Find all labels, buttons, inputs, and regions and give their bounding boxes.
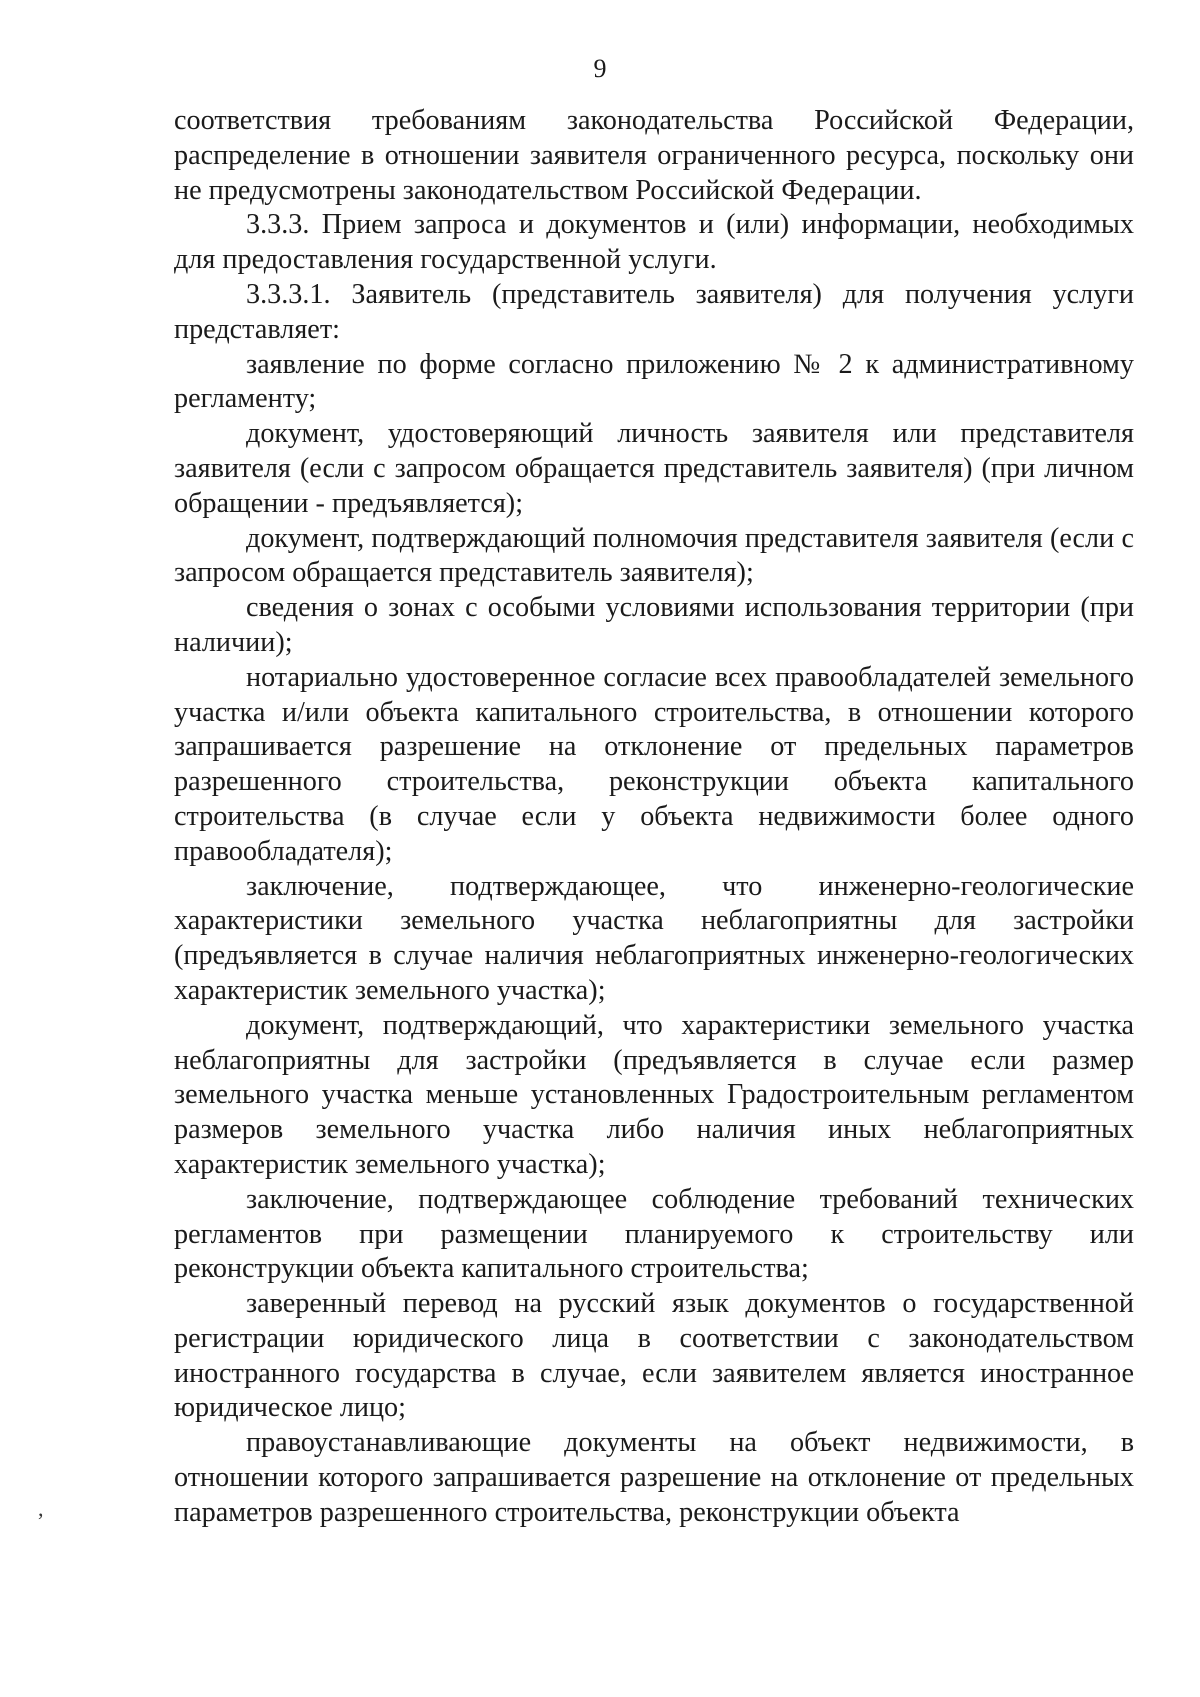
body-text bbox=[174, 104, 1134, 1531]
paragraph-section-3-3-3: 3.3.3. Прием запроса и документов и (или) информации, необходимых для предоставления государственной услуги. bbox=[174, 209, 1134, 276]
list-item-technical-regulations-conclusion: заключение, подтверждающее соблюдение требований технических регламентов при размещении планируемого к строительству или реконструкции объекта капитального строительства; bbox=[174, 1183, 1134, 1285]
list-item-certified-translation: заверенный перевод на русский язык документов о государственной регистрации юридического лица в соответствии с законодательством иностранного государства в случае, если заявителем является иностранное юридическое лицо; bbox=[174, 1288, 1134, 1424]
margin-mark: , bbox=[38, 1496, 44, 1521]
page-number: 9 bbox=[593, 54, 607, 83]
list-item-identity-document: документ, удостоверяющий личность заявителя или представителя заявителя (если с запросом обращается представитель заявителя) (при личном обращении - предъявляется); bbox=[174, 418, 1134, 519]
list-item-title-documents: правоустанавливающие документы на объект недвижимости, в отношении которого запрашивается разрешение на отклонение от предельных параметров разрешенного строительства, реконструкции объекта bbox=[174, 1427, 1134, 1528]
list-item-geological-conclusion: заключение, подтверждающее, что инженерно-геологические характеристики земельного участка неблагоприятны для застройки (предъявляется в случае наличия неблагоприятных инженерно-геологических характеристик земельного участка); bbox=[174, 870, 1134, 1006]
paragraph-continuation: соответствия требованиям законодательства Российской Федерации, распределение в отношении заявителя ограниченного ресурса, поскольку они не предусмотрены законодательством Российской Федерации. bbox=[174, 105, 1134, 206]
list-item-plot-characteristics-document: документ, подтверждающий, что характеристики земельного участка неблагоприятны для застройки (предъявляется в случае если размер земельного участка меньше установленных Градостроительным регламентом размеров земельного участка либо наличия иных неблагоприятных характеристик земельного участка); bbox=[174, 1009, 1134, 1180]
list-item-notarized-consent: нотариально удостоверенное согласие всех правообладателей земельного участка и/или объекта капитального строительства, в отношении которого запрашивается разрешение на отклонение от предельных параметров разрешенного строительства, реконструкции объекта капитального строительства (в случае если у объекта недвижимости более одного правообладателя); bbox=[174, 661, 1134, 867]
list-item-authority-document: документ, подтверждающий полномочия представителя заявителя (если с запросом обращается представитель заявителя); bbox=[174, 522, 1134, 589]
list-item-special-zones-info: сведения о зонах с особыми условиями использования территории (при наличии); bbox=[174, 592, 1134, 658]
paragraph-section-3-3-3-1: 3.3.3.1. Заявитель (представитель заявителя) для получения услуги представляет: bbox=[174, 278, 1134, 345]
list-item-application-form: заявление по форме согласно приложению № 2 к административному регламенту; bbox=[174, 348, 1134, 415]
